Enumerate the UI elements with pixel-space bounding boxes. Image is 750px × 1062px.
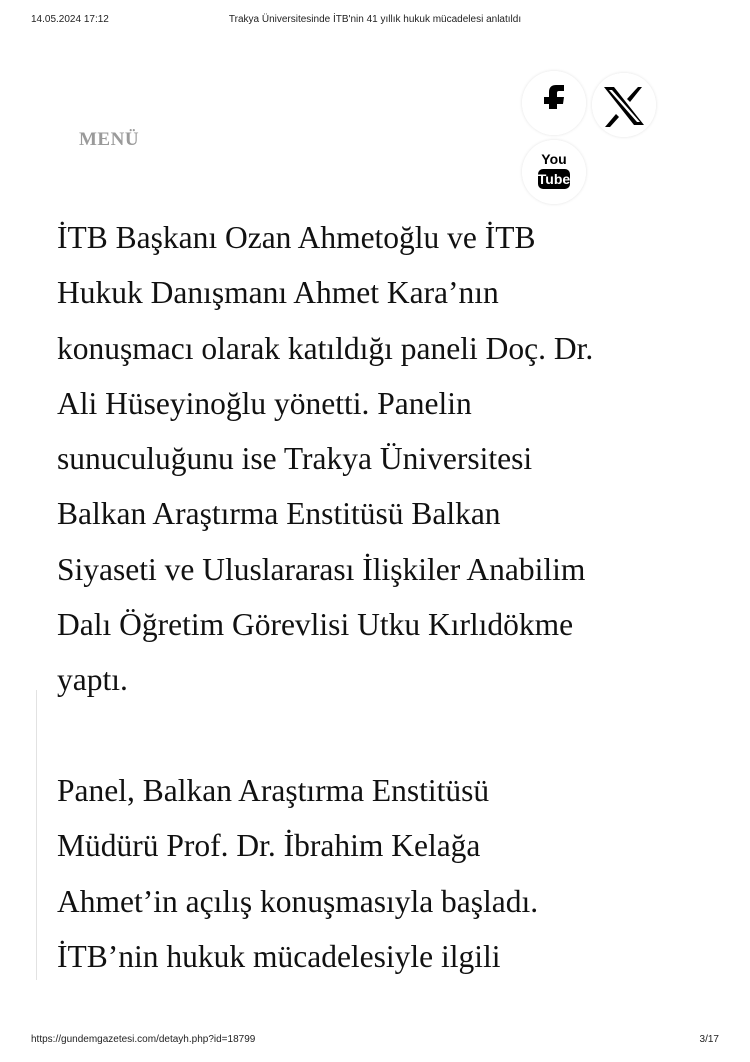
- article-line: sunuculuğunu ise Trakya Üniversitesi: [57, 441, 533, 477]
- print-page-number: 3/17: [699, 1034, 719, 1045]
- print-url: https://gundemgazetesi.com/detayh.php?id=18799: [31, 1034, 256, 1045]
- article-line: yaptı.: [57, 662, 128, 698]
- x-twitter-link[interactable]: [592, 73, 656, 137]
- print-page-title: Trakya Üniversitesinde İTB'nin 41 yıllık hukuk mücadelesi anlatıldı: [228, 14, 522, 25]
- article-body: [57, 210, 717, 984]
- article-line: Panel, Balkan Araştırma Enstitüsü: [57, 772, 490, 808]
- article-line: konuşmacı olarak katıldığı paneli Doç. Dr.: [57, 330, 594, 366]
- vertical-divider: [36, 690, 37, 980]
- article-line: İTB’nin hukuk mücadelesiyle ilgili: [57, 938, 501, 974]
- article-line: Hukuk Danışmanı Ahmet Kara’nın: [57, 275, 499, 311]
- article-line: Balkan Araştırma Enstitüsü Balkan: [57, 496, 501, 532]
- article-line: Müdürü Prof. Dr. İbrahim Kelağa: [57, 828, 481, 864]
- article-paragraph-1: [57, 210, 717, 708]
- youtube-link[interactable]: [522, 140, 586, 204]
- facebook-icon: [522, 71, 586, 135]
- article-line: Ali Hüseyinoğlu yönetti. Panelin: [57, 385, 472, 421]
- x-twitter-icon: [592, 73, 656, 137]
- article-line: Dalı Öğretim Görevlisi Utku Kırlıdökme: [57, 607, 574, 643]
- article-line: Siyaseti ve Uluslararası İlişkiler Anabilim: [57, 551, 586, 587]
- print-footer: [0, 1034, 750, 1050]
- article-line: İTB Başkanı Ozan Ahmetoğlu ve İTB: [57, 220, 536, 255]
- article-paragraph-2: [57, 763, 717, 984]
- menu-button[interactable]: MENÜ: [79, 129, 140, 150]
- print-timestamp: 14.05.2024 17:12: [31, 14, 109, 25]
- youtube-text-top: You: [541, 151, 567, 167]
- youtube-icon: [522, 140, 586, 204]
- paragraph-gap: [57, 708, 717, 763]
- article-line: Ahmet’in açılış konuşmasıyla başladı.: [57, 883, 539, 919]
- youtube-text-bottom: Tube: [537, 171, 571, 187]
- facebook-link[interactable]: [522, 71, 586, 135]
- print-header: [0, 14, 750, 30]
